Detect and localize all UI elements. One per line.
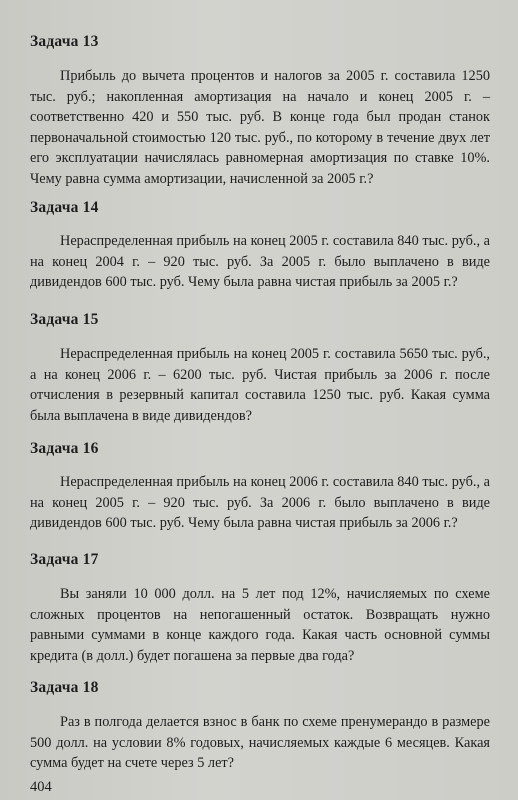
problem-14-title: Задача 14 xyxy=(30,199,99,216)
problem-14-text: Нераспределенная прибыль на конец 2005 г. составила 840 тыс. руб., а на конец 2004 г. – 920 тыс. руб. За 2005 г. было выплачено в виде дивидендов 600 тыс. руб. Чему была равна чистая прибыль за 2005 г.? xyxy=(30,233,490,290)
problem-13-text: Прибыль до вычета процентов и налогов за 2005 г. составила 1250 тыс. руб.; накопленная амортизация на начало и конец 2005 г. – соответственно 420 и 550 тыс. руб. В конце года был продан станок первоначальной стоимостью 120 тыс. руб., по которому в течение двух лет его эксплуатации начислялась равномерная амортизация по ставке 10%. Чему равна сумма амортизации, начисленной за 2005 г.? xyxy=(30,68,490,187)
problem-17-text: Вы заняли 10 000 долл. на 5 лет под 12%, начисляемых по схеме сложных процентов на непогашенный остаток. Возвращать нужно равными суммами в конце каждого года. Какая часть основной суммы кредита (в долл.) будет погашена за первые два года? xyxy=(30,586,490,664)
page-number: 404 xyxy=(30,779,52,795)
problem-18-title: Задача 18 xyxy=(30,679,99,696)
problem-16-text: Нераспределенная прибыль на конец 2006 г. составила 840 тыс. руб., а на конец 2005 г. – 920 тыс. руб. За 2006 г. было выплачено в виде дивидендов 600 тыс. руб. Чему была равна чистая прибыль за 2006 г.? xyxy=(30,474,490,531)
problem-13-title: Задача 13 xyxy=(30,33,99,50)
problem-16-title: Задача 16 xyxy=(30,440,99,457)
problem-17-title: Задача 17 xyxy=(30,551,99,568)
problem-15-title: Задача 15 xyxy=(30,311,99,328)
problem-18-text: Раз в полгода делается взнос в банк по схеме пренумерандо в размере 500 долл. на условии 8% годовых, начисляемых каждые 6 месяцев. Какая сумма будет на счете через 5 лет? xyxy=(30,714,490,771)
problem-15-text: Нераспределенная прибыль на конец 2005 г. составила 5650 тыс. руб., а на конец 2006 г. – 6200 тыс. руб. Чистая прибыль за 2006 г. после отчисления в резервный капитал составила 1250 тыс. руб. Какая сумма была выплачена в виде дивидендов? xyxy=(30,346,490,424)
